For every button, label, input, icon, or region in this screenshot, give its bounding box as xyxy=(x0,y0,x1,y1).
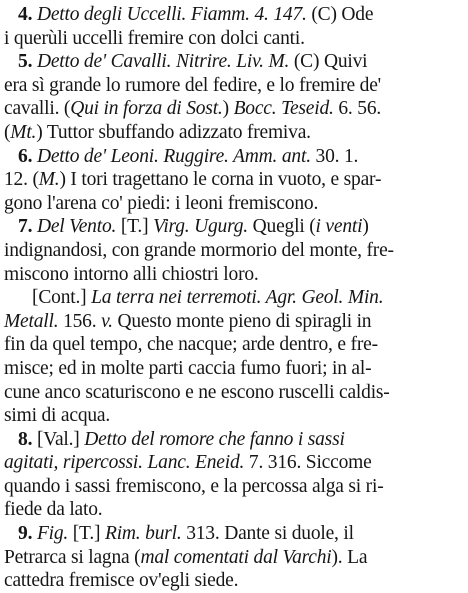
text-line xyxy=(4,569,462,593)
text-run: 7. xyxy=(18,216,37,238)
text-run: 8. xyxy=(18,428,37,450)
text-run: Detto degli Uccelli. Fiamm. 4. 147. xyxy=(36,4,307,25)
text-run: [Val.] xyxy=(36,428,85,450)
text-line xyxy=(4,286,462,310)
text-run: quando i sassi fremiscono, e la percossa alga si ri- xyxy=(4,475,384,497)
text-line xyxy=(4,357,462,381)
text-run: Quegli ( xyxy=(247,216,316,238)
text-run: i venti xyxy=(315,216,363,238)
text-run: [Cont.] xyxy=(4,287,92,309)
text-line xyxy=(4,333,462,357)
text-line xyxy=(4,475,462,499)
text-line xyxy=(4,215,462,239)
text-run: ) Tuttor sbuffando adizzato fremiva. xyxy=(36,121,311,143)
text-line xyxy=(4,239,462,263)
text-run: fiede da lato. xyxy=(4,499,103,521)
text-run: era sì grande lo rumore del fedire, e lo fremire de' xyxy=(4,74,381,96)
text-run xyxy=(4,4,18,25)
text-line xyxy=(4,428,462,452)
text-run: agitati, ripercossi. Lanc. Eneid. xyxy=(4,452,245,474)
text-line xyxy=(4,546,462,570)
text-run: Petrarca si lagna ( xyxy=(4,546,141,568)
text-line xyxy=(4,451,462,475)
text-run: Mt. xyxy=(10,121,37,143)
text-run: gono l'arena co' piedi: i leoni fremiscono. xyxy=(4,192,319,214)
text-run: Qui in forza di Sost. xyxy=(70,98,223,120)
text-run: Questo monte pieno di spiragli in xyxy=(112,310,372,332)
text-run: M. xyxy=(38,169,60,191)
text-line xyxy=(4,121,462,145)
text-run xyxy=(4,146,18,167)
text-run: simi di acqua. xyxy=(4,405,111,427)
text-run: indignandosi, con grande mormorio del monte, fre- xyxy=(4,239,394,261)
text-run: Fig. xyxy=(36,523,69,545)
text-line xyxy=(4,168,462,192)
text-run: 7. 316. Siccome xyxy=(244,452,372,474)
text-run xyxy=(4,429,18,450)
text-run: 9. xyxy=(18,523,37,545)
text-line xyxy=(4,3,462,27)
text-line xyxy=(4,27,462,51)
text-line xyxy=(4,145,462,169)
text-run: i querùli uccelli fremire con dolci canti. xyxy=(4,27,305,49)
text-run: Bocc. Teseid. xyxy=(233,98,334,120)
text-run: cattedra fremisce ov'egli siede. xyxy=(4,570,239,592)
text-run: 30. 1. xyxy=(310,145,359,167)
text-line xyxy=(4,192,462,216)
text-run: cune anco scaturiscono e ne escono ruscelli caldis- xyxy=(4,381,390,403)
text-run: Virg. Ugurg. xyxy=(153,216,248,238)
text-run: (C) Ode xyxy=(306,4,374,25)
text-run: fin da quel tempo, che nacque; arde dentro, e fre- xyxy=(4,334,378,356)
text-run: [T.] xyxy=(116,216,154,238)
text-line xyxy=(4,50,462,74)
text-run: 6. 56. xyxy=(333,98,382,120)
text-run: ) xyxy=(222,98,234,120)
text-run: 156. xyxy=(58,310,102,332)
text-run: ( xyxy=(4,121,11,143)
text-run: Detto de' Leoni. Ruggire. Amm. ant. xyxy=(36,145,311,167)
text-run: cavalli. ( xyxy=(4,98,71,120)
text-run: 6. xyxy=(18,145,37,167)
text-run: [T.] xyxy=(68,523,105,545)
text-run: miscono intorno alli chiostri loro. xyxy=(4,263,259,285)
text-run: 4. xyxy=(18,4,37,25)
text-run: mal comentati dal Varchi xyxy=(140,546,332,568)
text-run: Del Vento. xyxy=(36,216,117,238)
text-run: Metall. xyxy=(4,310,59,332)
text-line xyxy=(4,381,462,405)
text-run: 313. Dante si duole, il xyxy=(181,523,354,545)
text-line xyxy=(4,310,462,334)
text-run: Detto de' Cavalli. Nitrire. Liv. M. xyxy=(36,51,290,73)
text-run: Detto del romore che fanno i sassi xyxy=(84,428,345,450)
text-run: ) I tori tragettano le corna in vuoto, e spar- xyxy=(59,169,382,191)
text-run: 5. xyxy=(18,51,37,73)
text-line xyxy=(4,498,462,522)
text-line xyxy=(4,404,462,428)
text-run: ). La xyxy=(331,546,368,568)
text-run: ) xyxy=(362,216,369,238)
text-run: Rim. burl. xyxy=(104,523,182,545)
text-run: (C) Quivi xyxy=(289,51,368,73)
text-run: 12. ( xyxy=(4,169,39,191)
text-line xyxy=(4,74,462,98)
text-run xyxy=(4,216,18,237)
text-run: La terra nei terremoti. Agr. Geol. Min. xyxy=(91,287,384,309)
text-run xyxy=(4,51,18,72)
text-run: misce; ed in molte parti caccia fumo fuori; in al- xyxy=(4,357,372,379)
text-line xyxy=(4,97,462,121)
text-run: v. xyxy=(101,310,113,332)
text-line xyxy=(4,263,462,287)
